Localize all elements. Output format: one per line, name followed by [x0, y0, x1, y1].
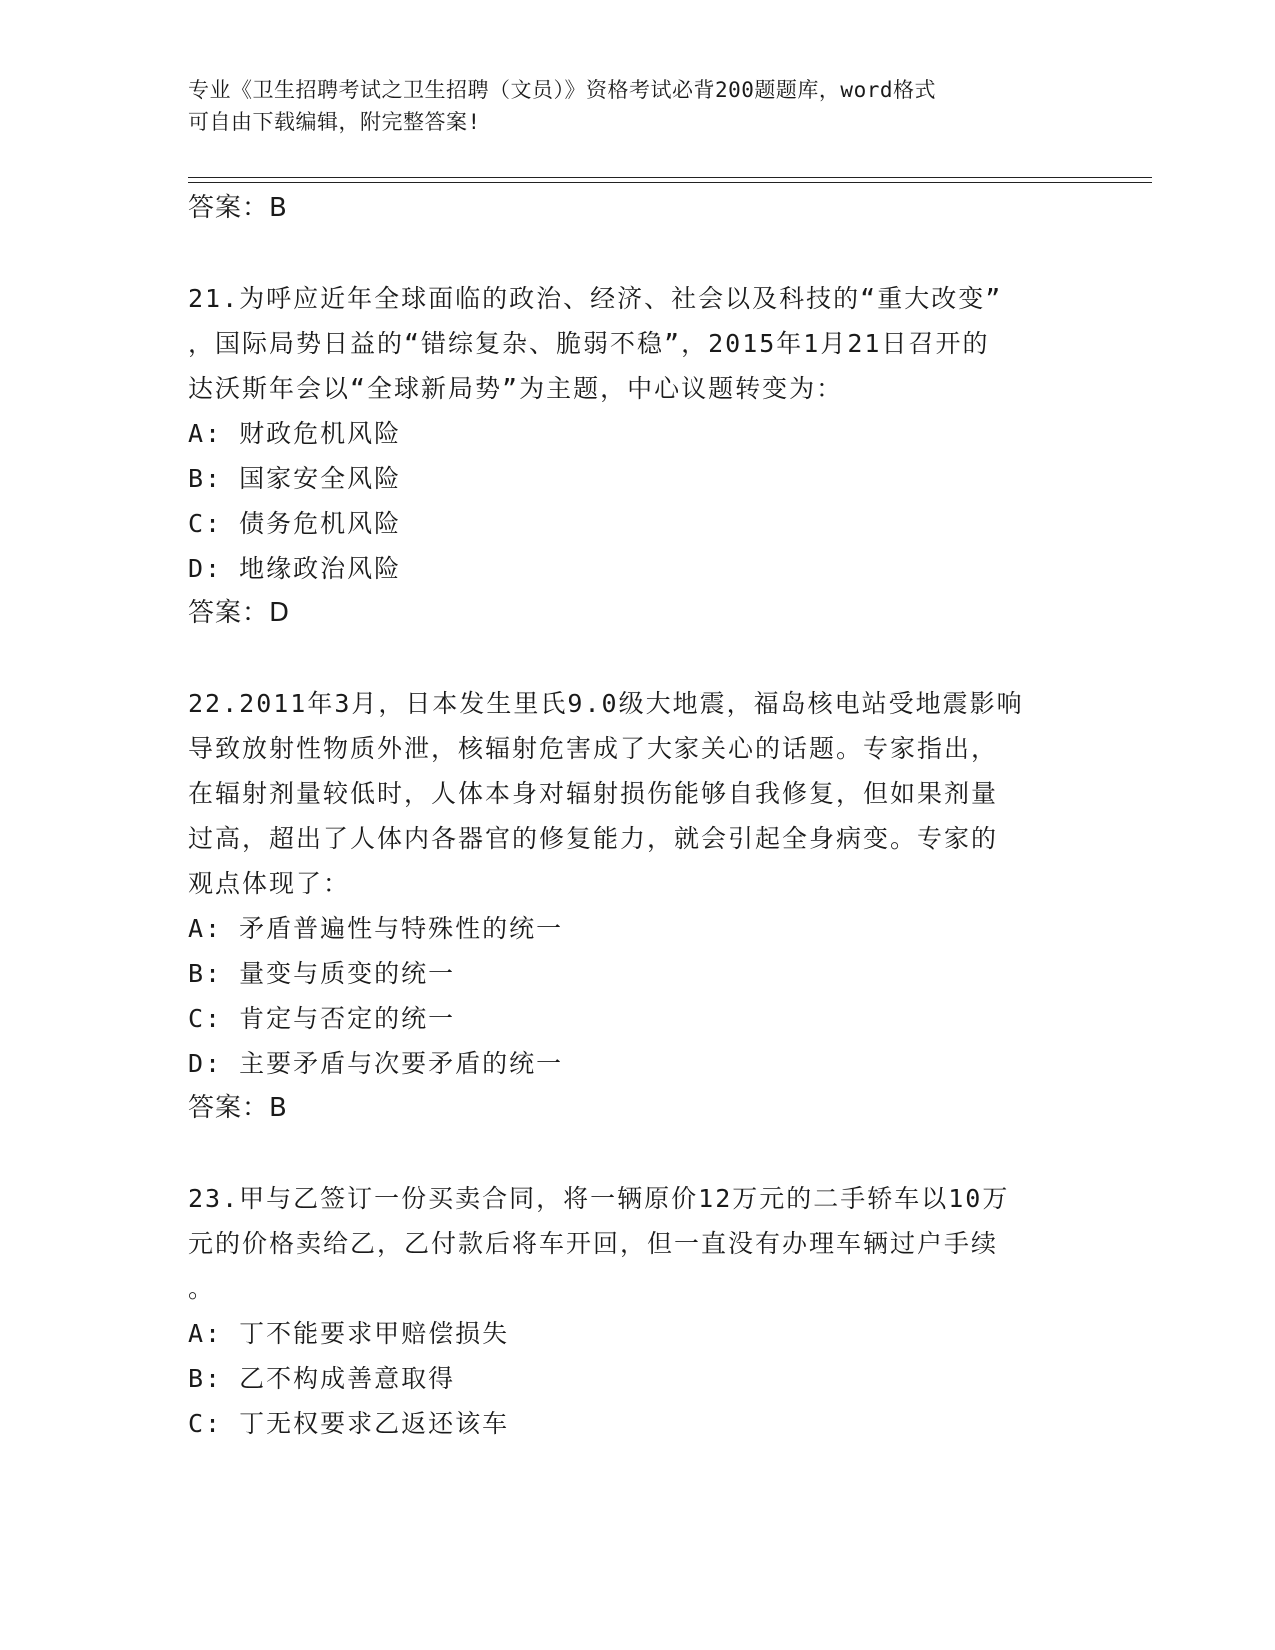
header-rule: [188, 182, 1152, 183]
question-text-line: 过高，超出了人体内各器官的修复能力，就会引起全身病变。专家的: [188, 824, 999, 853]
question-text-line: 元的价格卖给乙，乙付款后将车开回，但一直没有办理车辆过户手续: [188, 1229, 999, 1258]
header-rule: [188, 177, 1152, 178]
option-c: C: 丁无权要求乙返还该车: [188, 1409, 510, 1438]
question-text-line: 23.甲与乙签订一份买卖合同，将一辆原价12万元的二手轿车以10万: [188, 1184, 1010, 1213]
question-text-line: 在辐射剂量较低时，人体本身对辐射损伤能够自我修复，但如果剂量: [188, 779, 999, 808]
question-block: [188, 276, 1088, 636]
question-text-line: 达沃斯年会以“全球新局势”为主题，中心议题转变为：: [188, 374, 844, 403]
question-list: [188, 186, 1088, 1446]
question-text-line: 观点体现了：: [188, 869, 351, 898]
option-b: B: 国家安全风险: [188, 464, 402, 493]
option-d: D: 地缘政治风险: [188, 554, 402, 583]
option-c: C: 肯定与否定的统一: [188, 1004, 456, 1033]
option-b: B: 乙不构成善意取得: [188, 1364, 456, 1393]
option-b: B: 量变与质变的统一: [188, 959, 456, 988]
question-text-line: ，国际局势日益的“错综复杂、脆弱不稳”，2015年1月21日召开的: [188, 329, 990, 358]
spacer: [188, 1131, 1088, 1176]
option-d: D: 主要矛盾与次要矛盾的统一: [188, 1049, 564, 1078]
answer-line: 答案：B: [188, 1093, 288, 1123]
spacer: [188, 636, 1088, 681]
question-block: [188, 1176, 1088, 1446]
option-c: C: 债务危机风险: [188, 509, 402, 538]
question-text-line: 导致放射性物质外泄，核辐射危害成了大家关心的话题。专家指出，: [188, 734, 999, 763]
spacer: [188, 231, 1088, 276]
question-text-line: 22.2011年3月，日本发生里氏9.0级大地震，福岛核电站受地震影响: [188, 689, 1024, 718]
question-text-line: 。: [188, 1274, 216, 1303]
answer-line: 答案：D: [188, 598, 291, 628]
option-a: A: 财政危机风险: [188, 419, 402, 448]
page-header: [188, 74, 1068, 138]
option-a: A: 丁不能要求甲赔偿损失: [188, 1319, 510, 1348]
header-line: 可自由下载编辑，附完整答案!: [188, 110, 481, 134]
answer-line: 答案：B: [188, 193, 288, 223]
question-text-line: 21.为呼应近年全球面临的政治、经济、社会以及科技的“重大改变”: [188, 284, 1003, 313]
header-line: 专业《卫生招聘考试之卫生招聘（文员）》资格考试必背200题题库，word格式: [188, 78, 936, 102]
option-a: A: 矛盾普遍性与特殊性的统一: [188, 914, 564, 943]
question-block: [188, 681, 1088, 1131]
